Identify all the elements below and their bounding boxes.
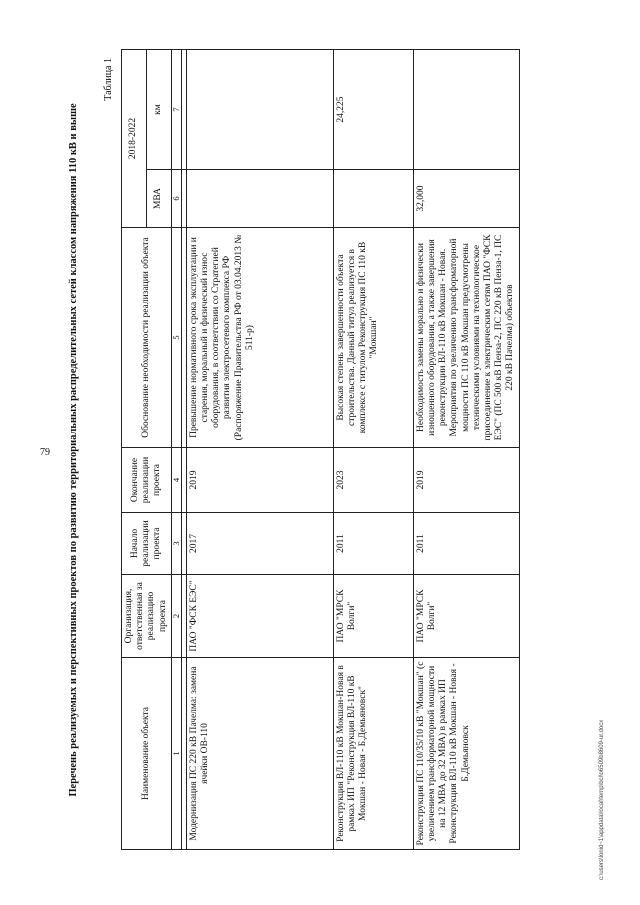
header-mva: МВА <box>146 170 171 228</box>
cell-mva <box>333 170 413 228</box>
cell-km <box>413 49 519 169</box>
cell-km <box>186 49 333 169</box>
cell-end: 2023 <box>333 448 413 513</box>
table-row <box>413 49 519 849</box>
column-number: 7 <box>171 49 181 169</box>
table-row <box>186 49 333 849</box>
column-number: 5 <box>171 228 181 448</box>
cell-justification: Высокая степень завершенности объекта строительства. Данный титул реализуется в комплексе с титулом Реконструкция ПС 110 кВ "Мокшан" <box>333 228 413 448</box>
cell-name: Модернизация ПС 220 кВ Пачелма: замена ячейки ОВ-110 <box>186 658 333 850</box>
cell-org: ПАО "МРСК Волги" <box>413 575 519 658</box>
page-number: 79 <box>40 447 50 458</box>
cell-km: 24,225 <box>333 49 413 169</box>
column-number: 3 <box>171 513 181 575</box>
document-title: Перечень реализуемых и перспективных проектов по развитию территориальных распределительных сетей классом напряжения 110 кВ и выше <box>68 103 79 797</box>
cell-org: ПАО "МРСК Волги" <box>333 575 413 658</box>
cell-justification: Необходимость замены морально и физически изношенного оборудования, а также завершения реконструкции ВЛ-110 кВ Мокшан - Новая. Мероприятия по увеличению трансформаторной мощности ПС 110 кВ Мокшан предусмотрены техническими условиями на технологическое присоединение к электрическим сетям ПАО "ФСК ЕЭС" (ПС 500 кВ Пенза-2, ПС 220 кВ Пенза-1, ПС 220 кВ Пачелма) объектов <box>413 228 519 448</box>
cell-justification: Превышение нормативного срока эксплуатации и старения, моральный и физический износ оборудования, в соответствии со Стратегией развития электросетевого комплекса РФ (Распоряжение Правительства РФ от 03.04.2013 № 511-р) <box>186 228 333 448</box>
column-number: 1 <box>171 658 181 850</box>
cell-start: 2017 <box>186 513 333 575</box>
header-km: км <box>146 49 171 169</box>
cell-mva: 32,000 <box>413 170 519 228</box>
table-row <box>333 49 413 849</box>
cell-org: ПАО "ФСК ЕЭС" <box>186 575 333 658</box>
header-name: Наименование объекта <box>122 658 172 850</box>
column-number-row <box>171 49 181 849</box>
cell-start: 2011 <box>333 513 413 575</box>
header-end: Окончание реализации проекта <box>122 448 172 513</box>
header-row <box>122 49 147 849</box>
cell-name: Реконструкция ВЛ-110 кВ Мокшан-Новая в рамках ИП "Реконструкция ВЛ-110 кВ Мокшан - Новая - Б.Демьяновск" <box>333 658 413 850</box>
column-number: 6 <box>171 170 181 228</box>
header-period: 2018-2022 <box>122 49 147 227</box>
cell-mva <box>186 170 333 228</box>
header-justification: Обоснование необходимости реализации объекта <box>122 228 172 448</box>
cell-name: Реконструкция ПС 110/35/10 кВ "Мокшан" (с увеличением трансформаторной мощности на 12 МВА до 32 МВА) в рамках ИП Реконструкция ВЛ-110 кВ Мокшан - Новая - Б.Демьяновск <box>413 658 519 850</box>
table-label: Таблица 1 <box>103 58 114 101</box>
cell-end: 2019 <box>186 448 333 513</box>
footer-file-path: c:\users\lonid~1\appdata\local\temp\bcl\o6509b8609-ur.docx <box>599 719 605 880</box>
header-org: Организация, ответственная за реализацию проекта <box>122 575 172 658</box>
cell-start: 2011 <box>413 513 519 575</box>
projects-table <box>121 49 520 850</box>
column-number: 2 <box>171 575 181 658</box>
landscape-content <box>63 40 573 860</box>
header-start: Начало реализации проекта <box>122 513 172 575</box>
column-number: 4 <box>171 448 181 513</box>
cell-end: 2019 <box>413 448 519 513</box>
